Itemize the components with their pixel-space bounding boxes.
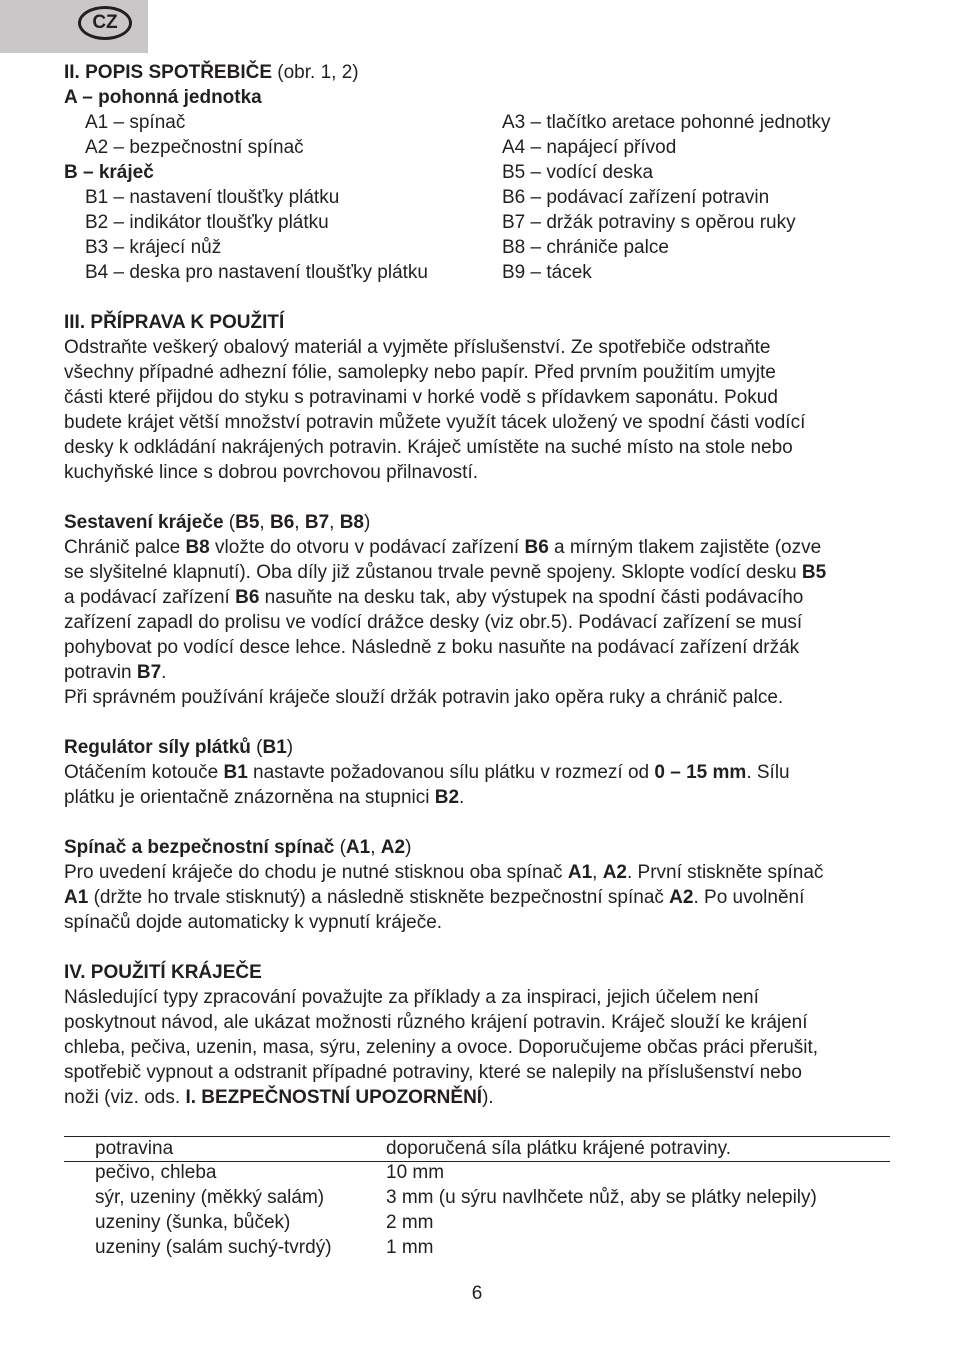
part-ref: B5 <box>801 562 827 583</box>
paragraph-line: desky k odkládání nakrájených potravin. Kráječ umístěte na suché místo na stole nebo <box>64 437 793 458</box>
text: a podávací zařízení <box>64 587 236 608</box>
table-header-thickness: doporučená síla plátku krájené potraviny. <box>386 1138 732 1159</box>
table-cell-food: sýr, uzeniny (měkký salám) <box>95 1187 325 1208</box>
text: ). <box>482 1087 494 1108</box>
part-b4: B4 – deska pro nastavení tloušťky plátku <box>85 262 428 283</box>
text: a mírným tlakem zajistěte (ozve <box>548 537 822 558</box>
paren: ( <box>256 737 263 758</box>
part-ref: B1 <box>223 762 248 783</box>
part-b5: B5 – vodící deska <box>502 162 654 183</box>
regulator-title: Regulátor síly plátků <box>64 737 251 758</box>
part-ref: B7 <box>304 512 330 533</box>
table-cell-food: pečivo, chleba <box>95 1162 217 1183</box>
text: Pro uvedení kráječe do chodu je nutné stisknou oba spínač <box>64 862 568 883</box>
language-badge: CZ <box>78 6 132 40</box>
switch-heading <box>64 835 411 860</box>
page-number: 6 <box>471 1283 483 1304</box>
text: nasuňte na desku tak, aby výstupek na spodní části podávacího <box>259 587 804 608</box>
part-b8: B8 – chrániče palce <box>502 237 669 258</box>
part-ref: A1 <box>345 837 371 858</box>
section2-title: II. POPIS SPOTŘEBIČE <box>64 62 272 83</box>
section3-title: III. PŘÍPRAVA K POUŽITÍ <box>64 312 285 333</box>
text: nastavte požadovanou sílu plátku v rozmezí od <box>247 762 655 783</box>
separator: , <box>259 512 270 533</box>
part-ref: A1 <box>567 862 593 883</box>
text: . První stiskněte spínač <box>627 862 824 883</box>
paragraph-line: kuchyňské lince s dobrou povrchovou přilnavostí. <box>64 462 479 483</box>
text: se slyšitelné klapnutí). Oba díly již zůstanou trvale pevně spojeny. Sklopte vodící desku <box>64 562 802 583</box>
separator: , <box>294 512 305 533</box>
paragraph-line <box>64 885 804 910</box>
table-cell-thickness: 3 mm (u sýru navlhčete nůž, aby se plátky nelepily) <box>386 1187 817 1208</box>
section2-title-suffix: (obr. 1, 2) <box>272 62 359 83</box>
text: Otáčením kotouče <box>64 762 224 783</box>
part-b6: B6 – podávací zařízení potravin <box>502 187 770 208</box>
paren: ) <box>364 512 371 533</box>
paragraph-line <box>64 860 823 885</box>
paragraph-line: všechny případné adhezní fólie, samolepky nebo papír. Před prvním použitím umyjte <box>64 362 776 383</box>
paragraph-line: pohybovat po vodící desce lehce. Následně z boku nasuňte na podávací zařízení držák <box>64 637 800 658</box>
part-ref: B6 <box>524 537 549 558</box>
part-b7: B7 – držák potraviny s opěrou ruky <box>502 212 796 233</box>
paragraph-line <box>64 585 803 610</box>
part-ref: B8 <box>185 537 210 558</box>
text: plátku je orientačně znázorněna na stupnici <box>64 787 435 808</box>
paragraph-line: poskytnout návod, ale ukázat možnosti různého krájení potravin. Kráječ slouží ke krájení <box>64 1012 808 1033</box>
text: potravin <box>64 662 137 683</box>
paragraph-line: spotřebič vypnout a odstranit případné potraviny, které se nalepily na příslušenství nebo <box>64 1062 802 1083</box>
group-b-heading <box>64 160 154 185</box>
table-cell-food: uzeniny (šunka, bůček) <box>95 1212 291 1233</box>
text: (držte ho trvale stisknutý) a následně stiskněte bezpečnostní spínač <box>88 887 670 908</box>
part-ref: B8 <box>339 512 364 533</box>
part-b9: B9 – tácek <box>502 262 592 283</box>
table-cell-thickness: 1 mm <box>386 1237 434 1258</box>
separator: , <box>329 512 340 533</box>
group-a-title: A – pohonná jednotka <box>64 87 262 108</box>
paren: ( <box>228 512 236 533</box>
paragraph-line: budete krájet větší množství potravin můžete využít tácek uložený ve spodní části vodící <box>64 412 806 433</box>
part-a4: A4 – napájecí přívod <box>502 137 677 158</box>
part-ref: B6 <box>269 512 295 533</box>
paragraph-line <box>64 1085 494 1110</box>
section3-heading <box>64 310 284 335</box>
part-b3: B3 – krájecí nůž <box>85 237 222 258</box>
assembly-title: Sestavení kráječe <box>64 512 224 533</box>
separator: , <box>370 837 381 858</box>
paragraph-line: chleba, pečiva, uzenin, masa, sýru, zeleniny a ovoce. Doporučujeme občas práci přerušit, <box>64 1037 819 1058</box>
part-a1: A1 – spínač <box>85 112 186 133</box>
part-ref: A2 <box>380 837 406 858</box>
text: vložte do otvoru v podávací zařízení <box>209 537 525 558</box>
paragraph-line: Následující typy zpracování považujte za příklady a za inspiraci, jejich účelem není <box>64 987 759 1008</box>
part-a2: A2 – bezpečnostní spínač <box>85 137 304 158</box>
text: Chránič palce <box>64 537 186 558</box>
table-header-food: potravina <box>95 1138 174 1159</box>
paragraph-line: zařízení zapadl do prolisu ve vodící drážce desky (viz obr.5). Podávací zařízení se musí <box>64 612 803 633</box>
group-a-heading <box>64 85 262 110</box>
regulator-heading <box>64 735 293 760</box>
text: . <box>161 662 167 683</box>
part-a3: A3 – tlačítko aretace pohonné jednotky <box>502 112 831 133</box>
range-value: 0 – 15 mm <box>654 762 747 783</box>
language-tab <box>0 0 148 53</box>
paragraph-line: Odstraňte veškerý obalový materiál a vyjměte příslušenství. Ze spotřebiče odstraňte <box>64 337 771 358</box>
paragraph-line <box>64 660 166 685</box>
section-ref: I. BEZPEČNOSTNÍ UPOZORNĚNÍ <box>185 1087 483 1108</box>
paragraph-line <box>64 560 826 585</box>
paragraph-line <box>64 760 790 785</box>
part-ref: A1 <box>64 887 89 908</box>
section4-title: IV. POUŽITÍ KRÁJEČE <box>64 962 262 983</box>
part-ref: B1 <box>262 737 287 758</box>
paragraph-line <box>64 535 821 560</box>
table-cell-thickness: 2 mm <box>386 1212 434 1233</box>
part-b2: B2 – indikátor tloušťky plátku <box>85 212 329 233</box>
paragraph-line <box>64 785 464 810</box>
part-ref: A2 <box>669 887 694 908</box>
text: . Sílu <box>746 762 790 783</box>
part-b1: B1 – nastavení tloušťky plátku <box>85 187 340 208</box>
table-cell-thickness: 10 mm <box>386 1162 445 1183</box>
table-cell-food: uzeniny (salám suchý-tvrdý) <box>95 1237 332 1258</box>
text: . Po uvolnění <box>693 887 805 908</box>
group-b-title: B – kráječ <box>64 162 154 183</box>
part-ref: B5 <box>235 512 260 533</box>
text: . <box>459 787 465 808</box>
assembly-heading <box>64 510 370 535</box>
separator: , <box>592 862 603 883</box>
part-ref: B7 <box>136 662 162 683</box>
paragraph-line: části které přijdou do styku s potravinami v horké vodě s přídavkem saponátu. Pokud <box>64 387 778 408</box>
section4-heading <box>64 960 262 985</box>
section2-heading <box>64 60 359 85</box>
paren: ) <box>286 737 294 758</box>
text: noži (viz. ods. <box>64 1087 186 1108</box>
paragraph-line: Při správném používání kráječe slouží držák potravin jako opěra ruky a chránič palce. <box>64 687 784 708</box>
paragraph-line: spínačů dojde automaticky k vypnutí kráječe. <box>64 912 443 933</box>
paren: ( <box>339 837 346 858</box>
switch-title: Spínač a bezpečnostní spínač <box>64 837 335 858</box>
paren: ) <box>405 837 412 858</box>
part-ref: A2 <box>602 862 627 883</box>
part-ref: B2 <box>434 787 460 808</box>
part-ref: B6 <box>235 587 260 608</box>
